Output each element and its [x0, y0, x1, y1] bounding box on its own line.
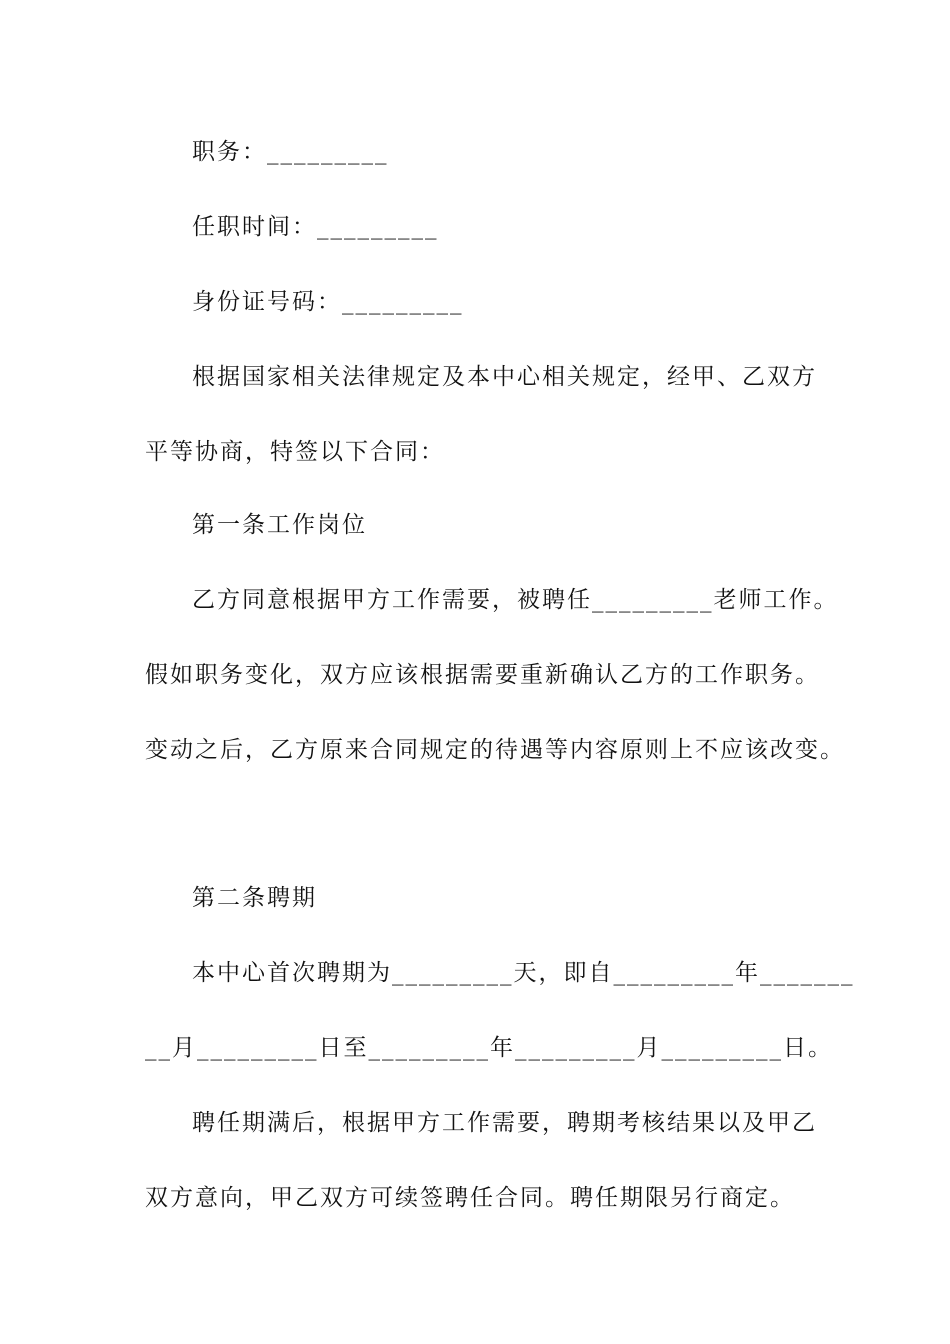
- paragraph-line: 变动之后，乙方原来合同规定的待遇等内容原则上不应该改变。: [145, 737, 845, 763]
- paragraph-line: 假如职务变化，双方应该根据需要重新确认乙方的工作职务。: [145, 662, 820, 688]
- section-heading-2: 第二条聘期: [192, 885, 317, 911]
- section-heading-1: 第一条工作岗位: [192, 512, 367, 538]
- paragraph-line: __月_________日至_________年_________月_________日。: [145, 1035, 833, 1061]
- paragraph-line: 平等协商，特签以下合同：: [145, 439, 445, 465]
- paragraph-line: 双方意向，甲乙双方可续签聘任合同。聘任期限另行商定。: [145, 1185, 795, 1211]
- paragraph-line: 乙方同意根据甲方工作需要，被聘任_________老师工作。: [192, 587, 839, 613]
- id-number-field-line: 身份证号码：_________: [192, 289, 464, 315]
- position-field-line: 职务：_________: [192, 139, 389, 165]
- tenure-time-field-line: 任职时间：_________: [192, 214, 439, 240]
- paragraph-line: 本中心首次聘期为_________天，即自_________年_______: [192, 960, 855, 986]
- paragraph-line: 聘任期满后，根据甲方工作需要，聘期考核结果以及甲乙: [192, 1110, 817, 1136]
- paragraph-line: 根据国家相关法律规定及本中心相关规定，经甲、乙双方: [192, 364, 817, 390]
